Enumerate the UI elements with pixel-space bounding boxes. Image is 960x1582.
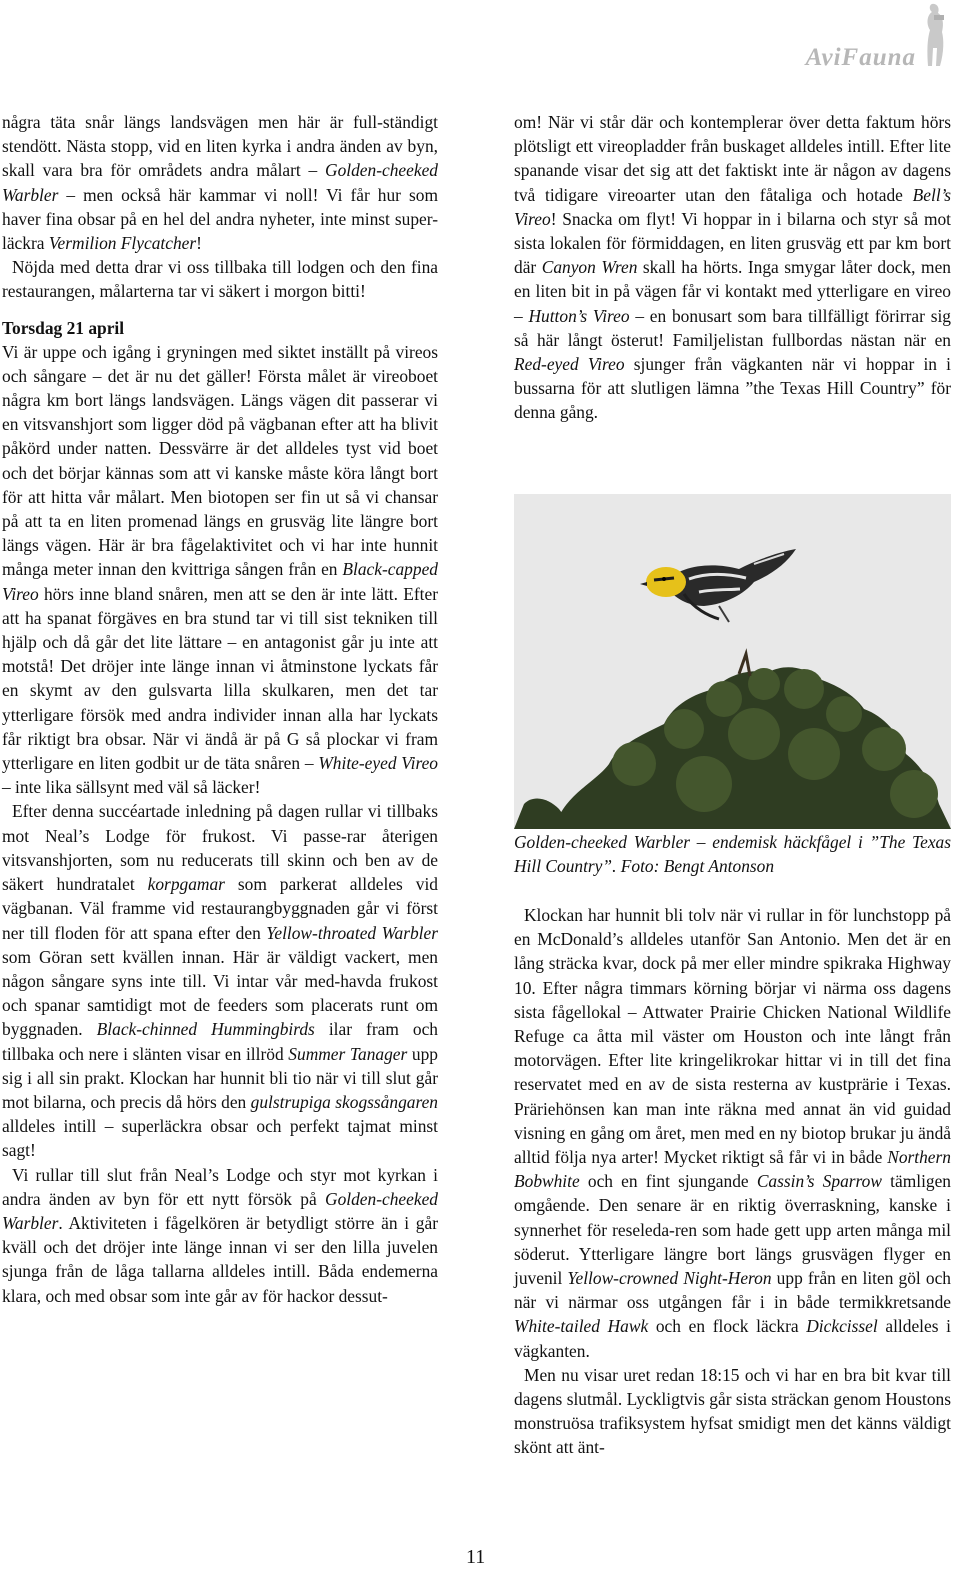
section-heading: Torsdag 21 april (2, 317, 125, 338)
photo-caption: Golden-cheeked Warbler – endemisk häckfågel i ”The Texas Hill Country”. Foto: Bengt Antonson (514, 832, 952, 877)
paragraph: Vi rullar till slut från Neal’s Lodge och styr mot kyrkan i andra änden av byn för ett nytt försök på Golden-cheeked Warbler. Aktiviteten i fågelkören är betydligt större än i går kväll och det dröjer inte länge innan vi ser den lilla juvelen sjunga från de låga tallarna alldeles intill. Båda endemerna klara, och med obsar som inte går av för hackor dessut- (2, 1164, 438, 1306)
paragraph: Nöjda med detta drar vi oss tillbaka till lodgen och den fina restaurangen, målarterna tar vi säkert i morgon bitti! (2, 257, 438, 302)
bird-photo-icon (514, 494, 951, 829)
left-column (2, 110, 438, 1308)
right-column-bottom (514, 903, 951, 1460)
paragraph: några täta snår längs landsvägen men här är full-ständigt stendött. Nästa stopp, vid en liten kyrka i andra änden av byn, skall vara bra för områdets andra målart – Golden-cheeked Warbler – men också här kammar vi noll! Vi får hur som haver fina obsar på en hel del andra nyheter, inte minst super-läckra Vermilion Flycatcher! (2, 112, 438, 254)
birder-figure-icon (910, 0, 950, 72)
paragraph: Men nu visar uret redan 18:15 och vi har en bra bit kvar till dagens slutmål. Lyckligtvis går sista sträckan genom Houstons monstruösa trafiksystem hyfsat smidigt men det känns väldigt skönt att änt- (514, 1364, 951, 1458)
avifauna-logo (740, 0, 950, 78)
bird-photo (514, 494, 951, 829)
logo-text: AviFauna (805, 44, 916, 71)
paragraph: Efter denna succéartade inledning på dagen rullar vi tillbaks mot Neal’s Lodge för frukost. Vi passe-rar återigen vitsvanshjorten, som nu reducerats till skinn och ben av de säkert hundratalet korpgamar som parkerat alldeles vid vägbanan. Väl framme vid restaurangbyggnaden går vi först ner till floden för att spana efter den Yellow-throated Warbler som Göran sett kvällen innan. Här är väldigt vackert, men någon sångare syns inte till. Vi intar vår med-havda frukost och spanar samtidigt mot de feeders som placerats runt om byggnaden. Black-chinned Hummingbirds ilar fram och tillbaka och nere i slänten visar en illröd Summer Tanager upp sig i all sin prakt. Klockan har hunnit bli tio när vi till slut går mot bilarna, och precis då hörs den gulstrupiga skogssångaren alldeles intill – superläckra obsar och perfekt tajmat minst sagt! (2, 801, 439, 1161)
paragraph: om! När vi står där och kontemplerar över detta faktum hörs plötsligt ett vireopladder från buskaget alldeles intill. Efter lite spanande visar det sig att det faktiskt inte är någon av dagens två tidigare vireoarter utan den fåtaliga och hotade Bell’s Vireo! Snacka om flyt! Vi hoppar in i bilarna och styr så mot sista lokalen för förmiddagen, en liten grusväg ett par km bort där Canyon Wren skall ha hörts. Inga smygar låter dock, men en liten bit in på vägen får vi kontakt med ytterligare en vireo – Hutton’s Vireo – en bonusart som bara tillfälligt förirrar sig så här långt österut! Familjelistan fullbordas nästan när en Red-eyed Vireo sjunger från vägkanten när vi hoppar in i bussarna för att slutligen lämna ”the Texas Hill Country” för denna gång. (514, 112, 951, 423)
page-number: 11 (466, 1546, 486, 1568)
paragraph: Vi är uppe och igång i gryningen med siktet inställt på vireos och sångare – det är nu det gäller! Första målet är vireoboet några km bort längs landsvägen. Längs vägen dit passerar vi en vitsvanshjort som ligger död på vägbanan efter att ha blivit påkörd under natten. Dessvärre är det alldeles tyst vid boet och det börjar kännas som att vi kanske måste köra långt bort för att hitta vår målart. Men biotopen ser fin ut så vi chansar på att ta en liten promenad längs en grusväg lite längre bort längs vägen. Här är bra fågelaktivitet och vi har inte hunnit många meter innan den kvittriga sången från en Black-capped Vireo hörs inne bland snåren, men att se den är inte lätt. Efter att ha spanat förgäves en bra stund tar vi till sist tekniken till hjälp och då går det lite lättare – en antagonist går ju inte att motstå! Det dröjer inte länge innan vi åtminstone lyckats får en skymt av den gulsvarta lilla skulkaren, men det tar ytterligare försök med andra individer innan alla har lyckats får riktigt bra obsar. När vi ändå är på G så plockar vi fram ytterligare en liten godbit ur de täta snåren – White-eyed Vireo – inte lika sällsynt med väl så läcker! (2, 341, 438, 798)
right-column-top (514, 110, 951, 425)
paragraph: Klockan har hunnit bli tolv när vi rullar in för lunchstopp på en McDonald’s alldeles utanför San Antonio. Men det är en lång sträcka kvar, dock på mer eller mindre spikraka Highway 10. Efter några timmars körning börjar vi närma oss dagens sista fågellokal – Attwater Prairie Chicken National Wildlife Refuge ca åtta mil väster om Houston och inte långt från motorvägen. Efter lite kringelikrokar hittar vi in till det fina reservatet med en av de sista resterna av kustprärie i Texas. Präriehönsen kan man inte räkna med annat än vid guidad visning en gång om året, men med en ny biotop brukar ju ändå alltid följa nya arter! Mycket riktigt så får vi in både Northern Bobwhite och en fint sjungande Cassin’s Sparrow tämligen omgående. Den senare är en riktig överraskning, kanske i synnerhet för reseleda-ren som hade gett upp arten många mil söderut. Ytterligare längre bort längs grusvägen flyger en juvenil Yellow-crowned Night-Heron upp från en liten göl och när vi närmar oss utgången får i in både termikkretsande White-tailed Hawk och en flock läckra Dickcissel alldeles i vägkanten. (514, 905, 952, 1361)
